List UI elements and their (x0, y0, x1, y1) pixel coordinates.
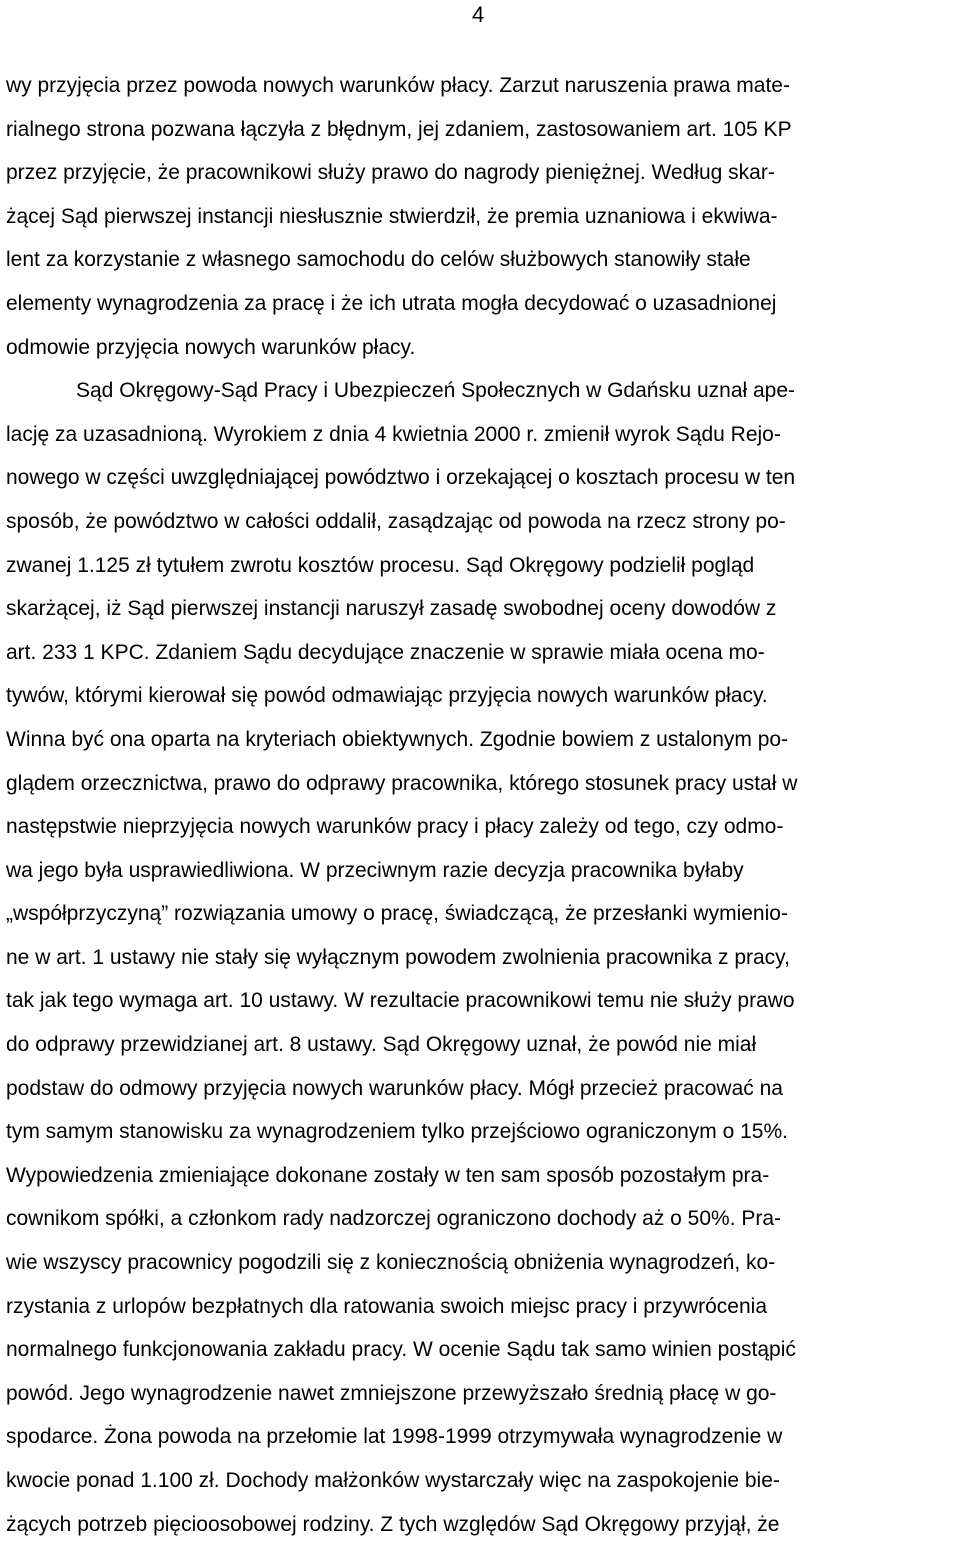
text-line: wa jego była usprawiedliwiona. W przeciwnym razie decyzja pracownika byłaby (6, 858, 744, 882)
text-line: tywów, którymi kierował się powód odmawiając przyjęcia nowych warunków płacy. (6, 684, 768, 708)
document-body (6, 64, 956, 1546)
text-line: rzystania z urlopów bezpłatnych dla ratowania swoich miejsc pracy i przywrócenia (6, 1294, 767, 1318)
text-line: ne w art. 1 ustawy nie stały się wyłącznym powodem zwolnienia pracownika z pracy, (6, 945, 790, 969)
text-line: normalnego funkcjonowania zakładu pracy. W ocenie Sądu tak samo winien postąpić (6, 1338, 796, 1362)
text-line: lent za korzystanie z własnego samochodu do celów służbowych stanowiły stałe (6, 248, 751, 272)
text-line: art. 233 1 KPC. Zdaniem Sądu decydujące znaczenie w sprawie miała ocena mo- (6, 640, 765, 664)
text-line: tym samym stanowisku za wynagrodzeniem tylko przejściowo ograniczonym o 15%. (6, 1120, 788, 1144)
text-line: nowego w części uwzględniającej powództwo i orzekającej o kosztach procesu w ten (6, 466, 796, 490)
text-line: zwanej 1.125 zł tytułem zwrotu kosztów procesu. Sąd Okręgowy podzielił pogląd (6, 553, 755, 577)
text-line: tak jak tego wymaga art. 10 ustawy. W rezultacie pracownikowi temu nie służy prawo (6, 989, 795, 1013)
text-line: „współprzyczyną” rozwiązania umowy o pracę, świadczącą, że przesłanki wymienio- (6, 902, 788, 926)
text-line: rialnego strona pozwana łączyła z błędnym, jej zdaniem, zastosowaniem art. 105 KP (6, 117, 792, 141)
text-line: kwocie ponad 1.100 zł. Dochody małżonków wystarczały więc na zaspokojenie bie- (6, 1469, 780, 1492)
text-line: Winna być ona oparta na kryteriach obiektywnych. Zgodnie bowiem z ustalonym po- (6, 727, 789, 751)
text-line: lację za uzasadnioną. Wyrokiem z dnia 4 kwietnia 2000 r. zmienił wyrok Sądu Rejo- (6, 422, 781, 446)
text-line: następstwie nieprzyjęcia nowych warunków pracy i płacy zależy od tego, czy odmo- (6, 815, 784, 839)
text-line: żących potrzeb pięcioosobowej rodziny. Z tych względów Sąd Okręgowy przyjął, że (6, 1512, 780, 1536)
text-line: wy przyjęcia przez powoda nowych warunków płacy. Zarzut naruszenia prawa mate- (6, 74, 790, 97)
text-line: odmowie przyjęcia nowych warunków płacy. (6, 335, 416, 359)
page-number: 4 (472, 2, 485, 27)
text-line: elementy wynagrodzenia za pracę i że ich utrata mogła decydować o uzasadnionej (6, 291, 777, 315)
text-line: sposób, że powództwo w całości oddalił, zasądzając od powoda na rzecz strony po- (6, 509, 786, 533)
text-line: podstaw do odmowy przyjęcia nowych warunków płacy. Mógł przecież pracować na (6, 1076, 783, 1100)
text-line: Sąd Okręgowy-Sąd Pracy i Ubezpieczeń Społecznych w Gdańsku uznał ape- (76, 379, 796, 403)
text-line: wie wszyscy pracownicy pogodzili się z koniecznością obniżenia wynagrodzeń, ko- (6, 1251, 776, 1275)
text-line: skarżącej, iż Sąd pierwszej instancji naruszył zasadę swobodnej oceny dowodów z (6, 597, 777, 621)
text-line: Wypowiedzenia zmieniające dokonane zostały w ten sam sposób pozostałym pra- (6, 1163, 770, 1187)
text-line: żącej Sąd pierwszej instancji niesłusznie stwierdził, że premia uznaniowa i ekwiwa- (6, 204, 778, 228)
text-line: do odprawy przewidzianej art. 8 ustawy. Sąd Okręgowy uznał, że powód nie miał (6, 1033, 757, 1057)
text-line: powód. Jego wynagrodzenie nawet zmniejszone przewyższało średnią płacę w go- (6, 1381, 777, 1405)
text-line: spodarce. Żona powoda na przełomie lat 1998-1999 otrzymywała wynagrodzenie w (6, 1425, 783, 1449)
text-line: glądem orzecznictwa, prawo do odprawy pracownika, którego stosunek pracy ustał w (6, 771, 798, 795)
text-line: cownikom spółki, a członkom rady nadzorczej ograniczono dochody aż o 50%. Pra- (6, 1207, 782, 1231)
text-line: przez przyjęcie, że pracownikowi służy prawo do nagrody pieniężnej. Według skar- (6, 161, 775, 185)
